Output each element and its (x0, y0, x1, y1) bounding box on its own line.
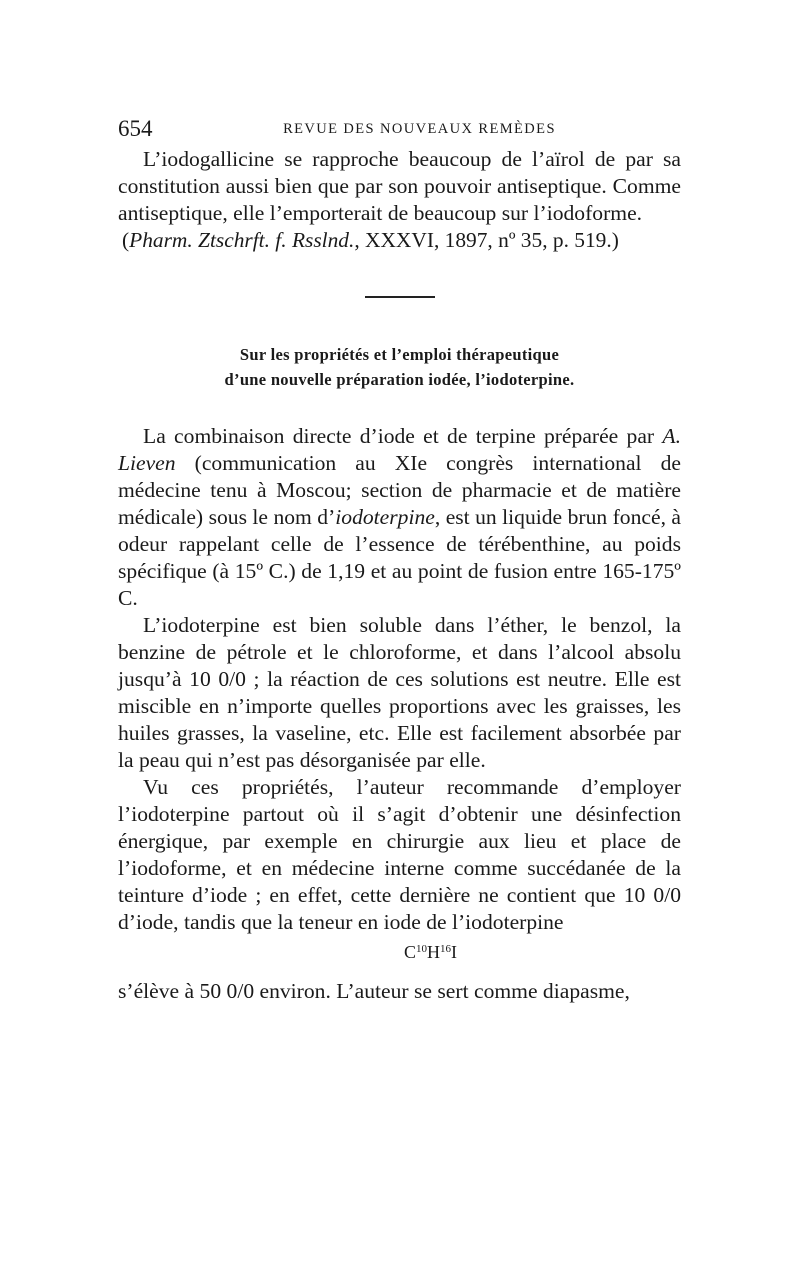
page-number: 654 (118, 116, 153, 141)
paragraph-1-term: iodoterpine (335, 505, 435, 529)
formula-h: H (427, 942, 440, 962)
citation-journal: Pharm. Ztschrft. f. Rsslnd. (129, 228, 355, 252)
paragraph-1-author: A. Lieven (118, 424, 681, 475)
running-head (118, 112, 681, 146)
section-title-line-2: d’une nouvelle préparation iodée, l’iodoterpine. (224, 370, 575, 389)
citation-rest: , XXXVI, 1897, nº 35, p. 519.) (354, 228, 619, 252)
citation-open: ( (122, 228, 130, 252)
chemical-formula (180, 938, 681, 964)
formula-c-count: 10 (416, 943, 427, 955)
formula-i: I (451, 942, 457, 962)
paragraph-2: L’iodoterpine est bien soluble dans l’éther, le benzol, la benzine de pétrole et le chloroforme, et dans l’alcool absolu jusqu’à 10 0/0 ; la réaction de ces solutions est neutre. Elle est miscible en n’importe quelles proportions avec les graisses, les huiles grasses, la vaseline, etc. Elle est facilement absorbée par la peau qui n’est pas désorganisée par elle. (118, 613, 681, 772)
intro-paragraph: L’iodogallicine se rapproche beaucoup de l’aïrol de par sa constitution aussi bien que par son pouvoir antiseptique. Comme antiseptique, elle l’emporterait de beaucoup sur l’iodoforme. (118, 147, 681, 225)
citation (118, 227, 681, 254)
formula-c: C (403, 942, 416, 962)
paragraph-1-part-2: (communication au XIe congrès international de médecine tenu à Moscou; section de pharmacie et de matière médicale) sous le nom d’ (118, 451, 681, 529)
paragraph-1-part-3: , est un liquide brun foncé, à odeur rappelant celle de l’essence de térébenthine, au poids spécifique (à 15º C.) de 1,19 et au point de fusion entre 165-175º C. (118, 505, 681, 610)
page (118, 112, 681, 1005)
paragraph-3: Vu ces propriétés, l’auteur recommande d’employer l’iodoterpine partout où il s’agit d’obtenir une désinfection énergique, par exemple en chirurgie aux lieu et place de l’iodoforme, et en médecine interne comme succédanée de la teinture d’iode ; en effet, cette dernière ne contient que 10 0/0 d’iode, tandis que la teneur en iode de l’iodoterpine (118, 775, 681, 934)
running-title: REVUE DES NOUVEAUX REMÈDES (283, 121, 556, 137)
section-title (118, 342, 681, 392)
paragraph-1 (118, 423, 681, 612)
formula-h-count: 16 (440, 943, 451, 955)
section-title-line-1: Sur les propriétés et l’emploi thérapeutique (239, 345, 560, 364)
section-divider (365, 296, 435, 298)
paragraph-1-part-1: La combinaison directe d’iode et de terpine préparée par (143, 424, 663, 448)
paragraph-4: s’élève à 50 0/0 environ. L’auteur se sert comme diapasme, (118, 979, 630, 1003)
